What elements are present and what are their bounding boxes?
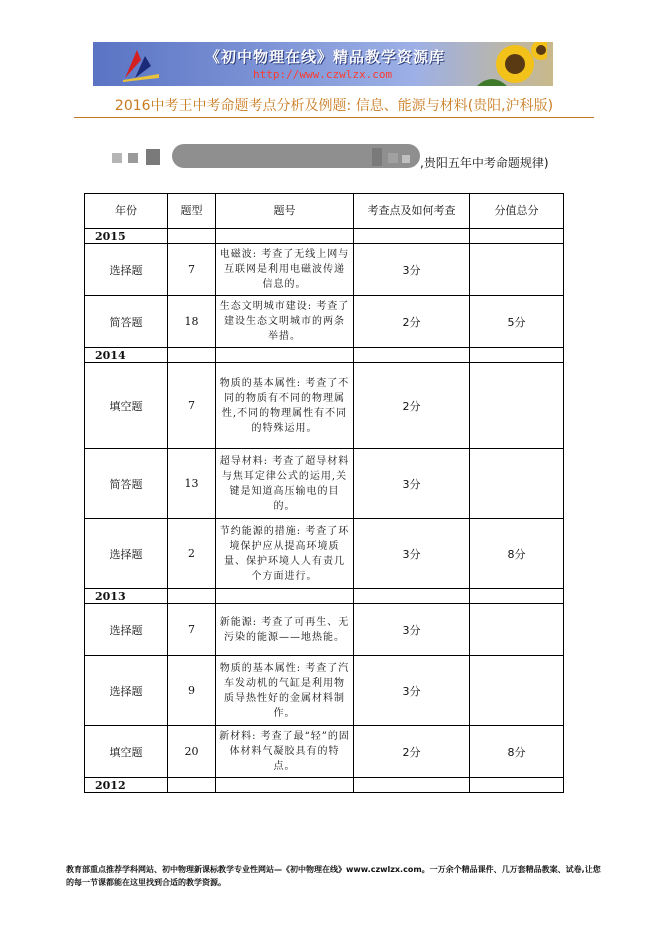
header-score: 分值总分 [470, 194, 564, 229]
score-cell: 3分 [354, 449, 470, 519]
empty-cell [168, 778, 216, 793]
heading-dot [402, 155, 410, 163]
exam-point-cell: 物质的基本属性: 考查了汽车发动机的气缸是利用物质导热性好的金属材料制作。 [216, 656, 354, 726]
empty-cell [354, 229, 470, 244]
score-cell: 3分 [354, 244, 470, 296]
question-type-cell: 选择题 [85, 604, 168, 656]
question-number-cell: 20 [168, 726, 216, 778]
empty-cell [354, 348, 470, 363]
empty-cell [168, 348, 216, 363]
exam-rules-table [84, 193, 564, 793]
table-row [85, 656, 564, 726]
total-score-cell [470, 656, 564, 726]
sunflower-icon [477, 42, 547, 86]
empty-cell [216, 589, 354, 604]
question-type-cell: 选择题 [85, 519, 168, 589]
total-score-cell [470, 244, 564, 296]
score-cell: 2分 [354, 296, 470, 348]
year-cell: 2014 [85, 348, 168, 363]
total-score-cell [470, 449, 564, 519]
exam-point-cell: 电磁波: 考查了无线上网与互联网是利用电磁波传递信息的。 [216, 244, 354, 296]
question-number-cell: 7 [168, 363, 216, 449]
total-score-cell: 5分 [470, 296, 564, 348]
table-header-row [85, 194, 564, 229]
table-row [85, 449, 564, 519]
empty-cell [216, 229, 354, 244]
score-cell: 3分 [354, 604, 470, 656]
header-exam-point: 考查点及如何考查 [354, 194, 470, 229]
empty-cell [168, 589, 216, 604]
score-cell: 2分 [354, 726, 470, 778]
question-number-cell: 7 [168, 244, 216, 296]
empty-cell [216, 778, 354, 793]
section-caption: ,贵阳五年中考命题规律) [420, 156, 549, 170]
year-row [85, 348, 564, 363]
year-row [85, 589, 564, 604]
question-type-cell: 简答题 [85, 296, 168, 348]
empty-cell [354, 778, 470, 793]
question-number-cell: 7 [168, 604, 216, 656]
page-footer: 教育部重点推荐学科网站、初中物理新课标教学专业性网站—《初中物理在线》www.czwlzx.com。一万余个精品课件、几万套精品教案、试卷,让您的每一节课都能在这里找到合适的教学资源。 [66, 865, 601, 887]
header-question-number: 题号 [216, 194, 354, 229]
year-cell: 2012 [85, 778, 168, 793]
question-type-cell: 选择题 [85, 656, 168, 726]
document-title: 2016中考王中考命题考点分析及例题: 信息、能源与材料(贵阳,沪科版) [114, 98, 554, 114]
empty-cell [216, 348, 354, 363]
heading-dot [146, 149, 160, 165]
header-year: 年份 [85, 194, 168, 229]
question-type-cell: 填空题 [85, 363, 168, 449]
heading-dot [128, 153, 138, 163]
question-number-cell: 18 [168, 296, 216, 348]
question-number-cell: 2 [168, 519, 216, 589]
year-row [85, 229, 564, 244]
score-cell: 2分 [354, 363, 470, 449]
table-row [85, 244, 564, 296]
empty-cell [470, 589, 564, 604]
empty-cell [470, 348, 564, 363]
exam-point-cell: 物质的基本属性: 考查了不同的物质有不同的物理属性,不同的物理属性有不同的特殊运用。 [216, 363, 354, 449]
score-cell: 3分 [354, 656, 470, 726]
table-row [85, 363, 564, 449]
table-body [85, 229, 564, 793]
exam-point-cell: 节约能源的措施: 考查了环境保护应从提高环境质量、保护环境人人有责几个方面进行。 [216, 519, 354, 589]
empty-cell [470, 778, 564, 793]
question-type-cell: 选择题 [85, 244, 168, 296]
heading-dot [372, 148, 382, 166]
banner-title: 《初中物理在线》精品教学资源库 [205, 48, 446, 66]
table-row [85, 726, 564, 778]
title-underline [74, 117, 594, 118]
header-banner [93, 42, 553, 86]
year-cell: 2015 [85, 229, 168, 244]
table-row [85, 296, 564, 348]
question-type-cell: 填空题 [85, 726, 168, 778]
heading-dot [388, 153, 398, 163]
empty-cell [354, 589, 470, 604]
total-score-cell [470, 604, 564, 656]
exam-point-cell: 生态文明城市建设: 考查了建设生态文明城市的两条举措。 [216, 296, 354, 348]
total-score-cell: 8分 [470, 519, 564, 589]
total-score-cell: 8分 [470, 726, 564, 778]
heading-dot [112, 153, 122, 163]
table-row [85, 519, 564, 589]
logo-icon [121, 44, 161, 84]
table-row [85, 604, 564, 656]
heading-pill [172, 144, 420, 168]
exam-point-cell: 新材料: 考查了最“轻”的固体材料气凝胶具有的特点。 [216, 726, 354, 778]
year-cell: 2013 [85, 589, 168, 604]
empty-cell [168, 229, 216, 244]
empty-cell [470, 229, 564, 244]
year-row [85, 778, 564, 793]
header-question-type: 题型 [168, 194, 216, 229]
question-type-cell: 简答题 [85, 449, 168, 519]
question-number-cell: 9 [168, 656, 216, 726]
question-number-cell: 13 [168, 449, 216, 519]
banner-url[interactable]: http://www.czwlzx.com [253, 68, 393, 81]
exam-point-cell: 超导材料: 考查了超导材料与焦耳定律公式的运用,关键是知道高压输电的目的。 [216, 449, 354, 519]
exam-point-cell: 新能源: 考查了可再生、无污染的能源——地热能。 [216, 604, 354, 656]
total-score-cell [470, 363, 564, 449]
score-cell: 3分 [354, 519, 470, 589]
